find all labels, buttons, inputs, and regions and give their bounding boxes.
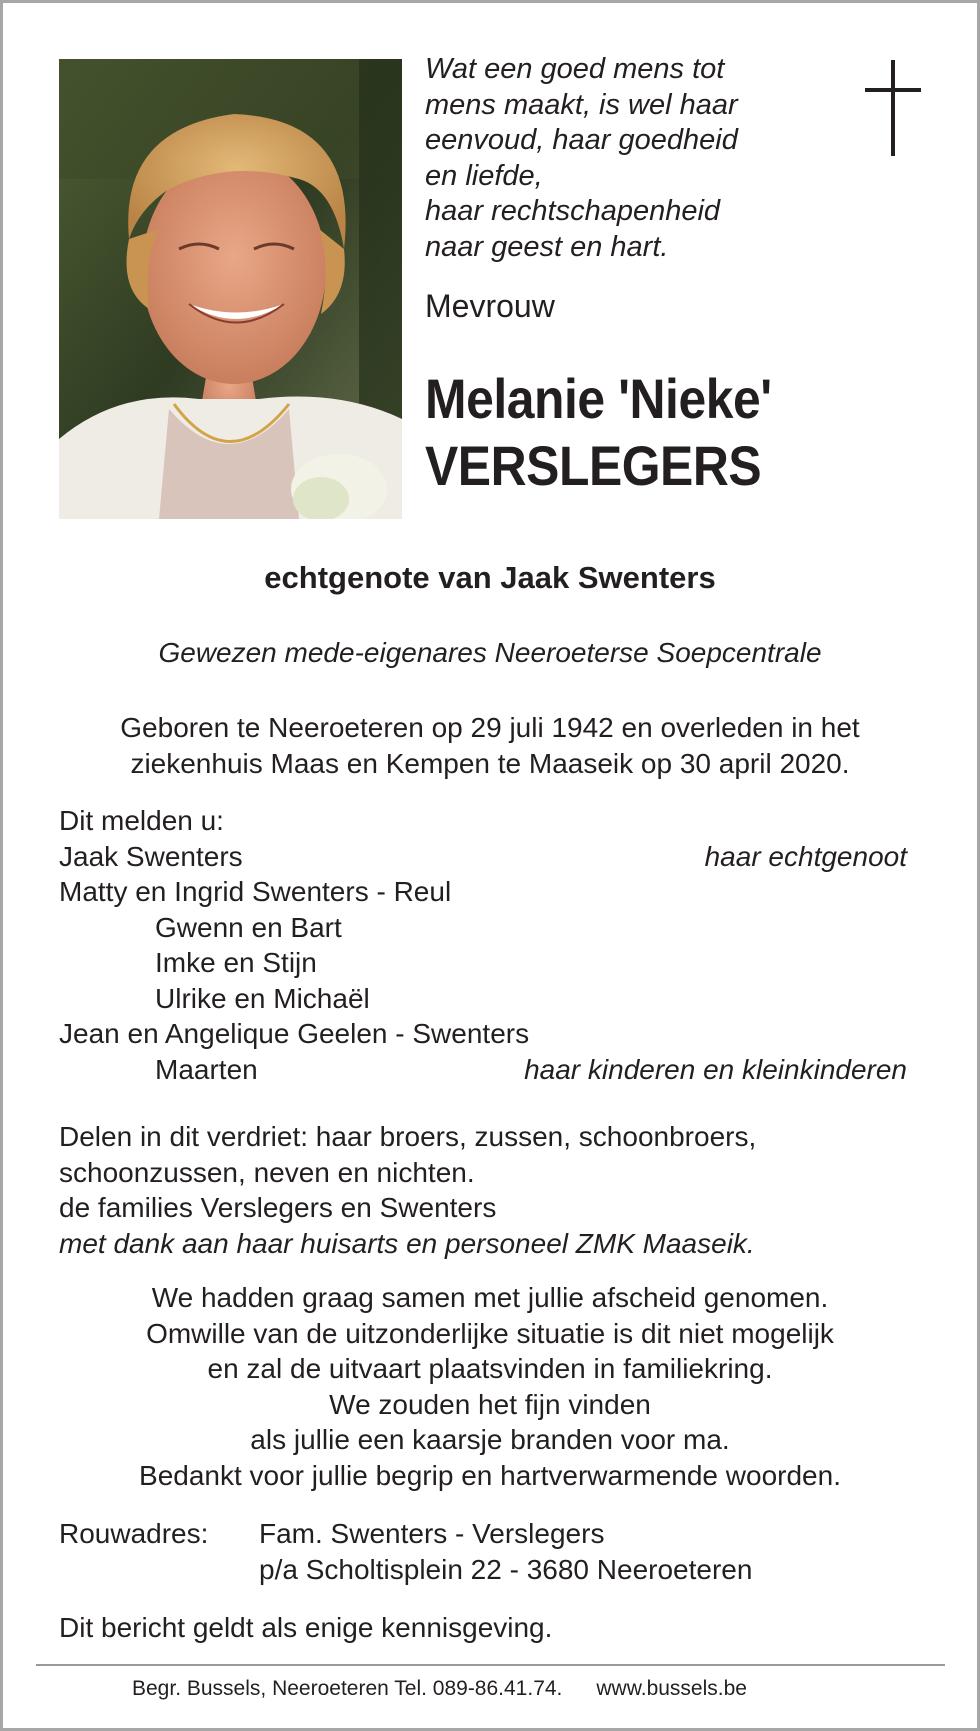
poem-line: eenvoud, haar goedheid	[425, 124, 738, 156]
footer-divider	[36, 1664, 945, 1666]
website-link[interactable]: www.bussels.be	[596, 1677, 747, 1700]
poem-line: Wat een goed mens tot	[425, 53, 725, 85]
footer	[132, 1677, 747, 1701]
list-item: Matty en Ingrid Swenters - Reul	[59, 876, 452, 907]
grandchild-name: Maarten	[155, 1053, 258, 1085]
list-item	[59, 1052, 919, 1088]
birth-line-1: Geboren te Neeroeteren op 29 juli 1942 en overleden in het	[120, 712, 860, 743]
share-line: Delen in dit verdriet: haar broers, zussen, schoonbroers,	[59, 1121, 757, 1152]
poem	[425, 52, 765, 265]
closing-line: Dit bericht geldt als enige kennisgeving.	[59, 1612, 553, 1643]
poem-line: haar rechtschapenheid	[425, 195, 721, 227]
note-line: We hadden graag samen met jullie afscheid genomen.	[151, 1282, 829, 1313]
address-line-2: p/a Scholtisplein 22 - 3680 Neeroeteren	[259, 1554, 753, 1585]
poem-line: en liefde,	[425, 159, 543, 192]
undertaker-info: Begr. Bussels, Neeroeteren Tel. 089-86.41.74.	[132, 1677, 563, 1700]
share-line: schoonzussen, neven en nichten.	[59, 1156, 475, 1188]
name-line-1: Melanie 'Nieke'	[425, 367, 772, 430]
portrait-photo	[59, 59, 402, 519]
share-line: de families Verslegers en Swenters	[59, 1192, 497, 1223]
list-intro: Dit melden u:	[59, 805, 224, 836]
birth-death-text	[0, 710, 980, 782]
deceased-name	[425, 365, 772, 499]
list-item: Ulrike en Michaël	[155, 982, 370, 1014]
announcers-list	[59, 803, 919, 1087]
share-text	[59, 1119, 756, 1261]
honorific: Mevrouw	[425, 288, 555, 324]
poem-line: mens maakt, is wel haar	[425, 88, 738, 121]
address-label: Rouwadres:	[59, 1518, 209, 1549]
spouse-line: echtgenote van Jaak Swenters	[264, 560, 716, 595]
list-item: Gwenn en Bart	[155, 911, 342, 943]
note-line: als jullie een kaarsje branden voor ma.	[250, 1424, 730, 1455]
list-item: Imke en Stijn	[155, 947, 317, 978]
note-line: Omwille van de uitzonderlijke situatie is dit niet mogelijk	[146, 1317, 834, 1349]
poem-line: naar geest en hart.	[425, 230, 669, 263]
note-line: Bedankt voor jullie begrip en hartverwarmende woorden.	[139, 1459, 841, 1491]
occupation-line: Gewezen mede-eigenares Neeroeterse Soepcentrale	[158, 637, 822, 668]
note-line: en zal de uitvaart plaatsvinden in familiekring.	[207, 1353, 773, 1384]
funeral-note	[0, 1280, 980, 1493]
husband-name: Jaak Swenters	[59, 840, 243, 872]
name-line-2: VERSLEGERS	[425, 434, 762, 497]
husband-role: haar echtgenoot	[704, 840, 907, 872]
children-role: haar kinderen en kleinkinderen	[524, 1053, 907, 1085]
list-item: Jean en Angelique Geelen - Swenters	[59, 1018, 530, 1049]
birth-line-2: ziekenhuis Maas en Kempen te Maaseik op 30 april 2020.	[130, 748, 850, 779]
note-line: We zouden het fijn vinden	[329, 1388, 651, 1420]
cross-icon	[865, 60, 921, 160]
list-item	[59, 839, 919, 875]
thanks-line: met dank aan haar huisarts en personeel ZMK Maaseik.	[59, 1227, 755, 1259]
address-line-1: Fam. Swenters - Verslegers	[259, 1518, 605, 1549]
